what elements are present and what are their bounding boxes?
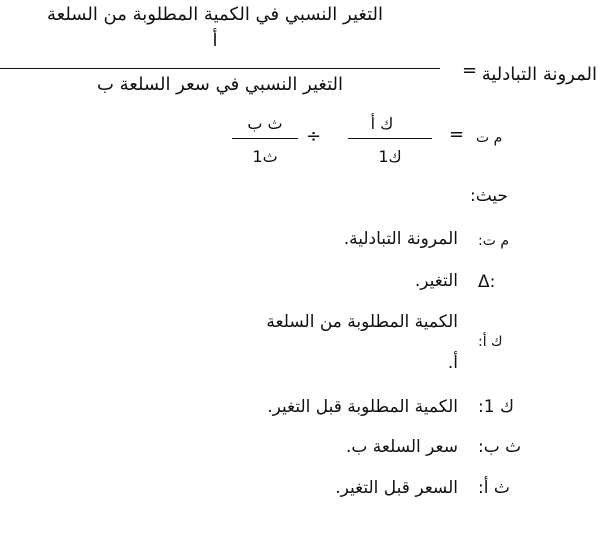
definition-meaning: سعر السلعة ب. (345, 437, 458, 457)
formula2-equals: = (449, 124, 465, 145)
definition-symbol: ث أ: (478, 478, 510, 498)
definition-symbol: م ت: (478, 233, 510, 249)
definition-meaning: الكمية المطلوبة من السلعة (266, 312, 458, 332)
definition-meaning: الكمية المطلوبة قبل التغير. (267, 397, 458, 417)
definition-symbol: ك أ: (478, 334, 503, 350)
formula1-denominator: التغير النسبي في سعر السلعة ب (96, 74, 344, 95)
formula1-lhs: المرونة التبادلية (481, 64, 597, 85)
where-label: حيث: (470, 186, 509, 206)
formula1-numerator-line2: أ (212, 30, 218, 51)
definition-meaning: السعر قبل التغير. (335, 478, 458, 498)
definition-meaning: المرونة التبادلية. (343, 229, 458, 249)
formula1-fraction-bar (0, 68, 440, 69)
formula2-left-frac-denominator: ك1 (378, 147, 402, 166)
formula2-left-frac-numerator: ك أ (370, 114, 394, 133)
definition-symbol: ك 1: (478, 397, 514, 417)
definition-meaning: التغير. (414, 271, 458, 291)
formula2-right-frac-denominator: ث1 (252, 147, 278, 166)
definition-symbol: ث ب: (478, 437, 522, 457)
formula2-divide-operator: ÷ (306, 126, 322, 147)
formula2-lhs: م ت (476, 130, 503, 146)
formula1-numerator-line1: التغير النسبي في الكمية المطلوبة من السلعة (47, 4, 383, 25)
formula2-left-frac-bar (348, 138, 432, 139)
formula2-right-frac-numerator: ث ب (247, 114, 283, 133)
formula2-right-frac-bar (232, 138, 298, 139)
formula1-equals: = (462, 60, 478, 81)
definition-symbol: Δ: (478, 272, 496, 292)
definition-meaning-continuation: أ. (447, 353, 458, 373)
